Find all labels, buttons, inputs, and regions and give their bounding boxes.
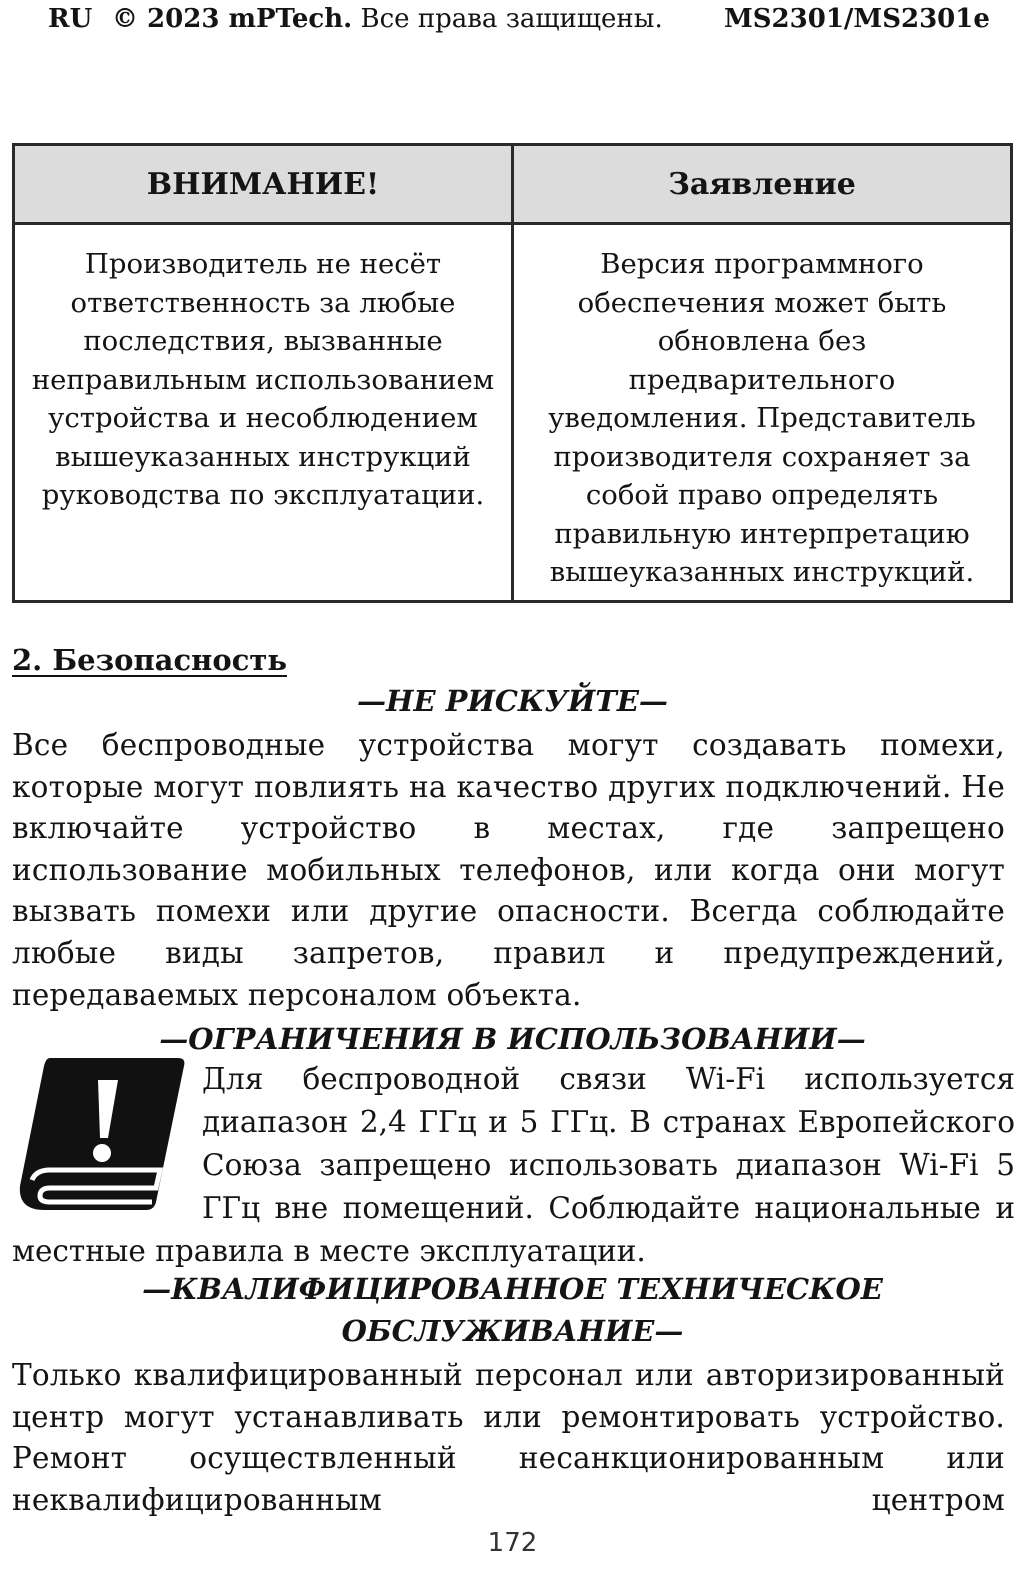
page-header — [0, 4, 1025, 40]
page-number: 172 — [487, 1528, 538, 1558]
subheading-qualified-service-line2: ОБСЛУЖИВАНИЕ— — [341, 1314, 684, 1348]
paragraph-usage-restrictions-text: Для беспроводной связи Wi-Fi используется диапазон 2,4 ГГц и 5 ГГц. В странах Европейского Союза запрещено использовать диапазон Wi-Fi 5 ГГц вне помещений. Соблюдайте национальные и местные правила в месте эксплуатации. — [12, 1062, 1015, 1268]
notice-warning-text: Производитель не несёт ответственность за любые последствия, вызванные неправильным использованием устройства и несоблюдением вышеуказанных инструкций руководства по эксплуатации. — [14, 224, 513, 602]
notice-header-statement: Заявление — [513, 145, 1012, 224]
language-code: RU — [48, 4, 93, 34]
icon-spacer — [12, 1058, 202, 1226]
section-title: 2. Безопасность — [12, 643, 288, 677]
subheading-qualified-service-line1: —КВАЛИФИЦИРОВАННОЕ ТЕХНИЧЕСКОЕ — [142, 1272, 883, 1306]
notice-table — [12, 143, 1013, 603]
paragraph-usage-restrictions — [12, 1058, 1015, 1273]
copyright-rights: Все права защищены. — [352, 4, 663, 34]
notice-statement-text: Версия программного обеспечения может быть обновлена без предварительного уведомления. Представитель производителя сохраняет за собой право определять правильную интерпретацию вышеуказанных инструкций. — [513, 224, 1012, 602]
model-number: MS2301/MS2301e — [724, 4, 990, 34]
paragraph-qualified-service: Только квалифицированный персонал или авторизированный центр могут устанавливать или ремонтировать устройство. Ремонт осуществленный несанкционированным или неквалифицированным центром — [12, 1358, 1005, 1517]
notice-header-warning: ВНИМАНИЕ! — [14, 145, 513, 224]
subheading-no-risk: —НЕ РИСКУЙТЕ— — [357, 684, 668, 718]
paragraph-no-risk: Все беспроводные устройства могут создавать помехи, которые могут повлиять на качество других подключений. Не включайте устройство в местах, где запрещено использование мобильных телефонов, или когда они могут вызвать помехи или другие опасности. Всегда соблюдайте любые виды запретов, правил и предупреждений, передаваемых персоналом объекта. — [12, 728, 1005, 1012]
subheading-usage-restrictions: —ОГРАНИЧЕНИЯ В ИСПОЛЬЗОВАНИИ— — [159, 1022, 866, 1056]
copyright — [112, 4, 663, 34]
copyright-brand: © 2023 mPTech. — [112, 4, 353, 34]
